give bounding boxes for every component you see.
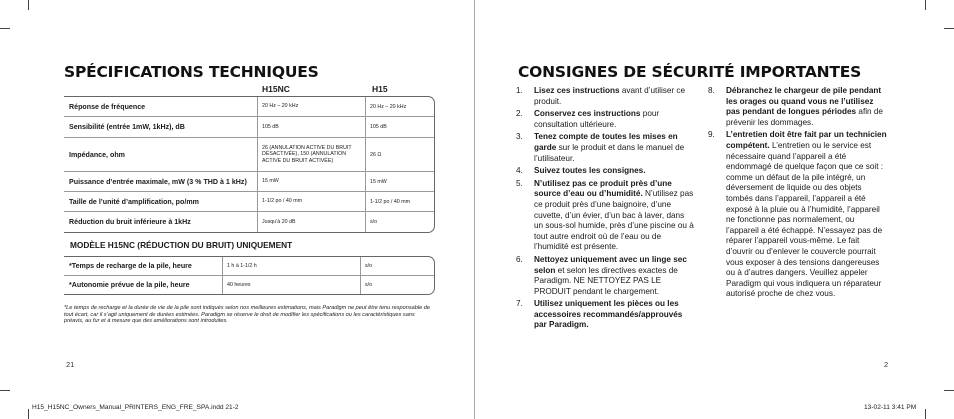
crop-mark [0,390,10,391]
crop-mark [28,0,29,10]
page-number-right: 2 [884,360,889,369]
nc-table [64,256,435,295]
list-item: 4. Suivez toutes les consignes. [516,166,646,176]
table-row [64,191,434,211]
spec-label: Sensibilité (entrée 1mW, 1kHz), dB [69,123,185,131]
nc-value-h15: s/o [360,276,434,294]
list-item: 1. Lisez ces instructions avant d’utiliser ce produit. [516,86,686,106]
spec-label: Taille de l’unité d’amplification, po/mm [69,197,199,206]
nc-value-h15nc: 40 heures [222,276,360,294]
crop-mark [944,390,954,391]
list-item: 3. Tenez compte de toutes les mises en garde sur le produit et dans le manuel de l’utilisateur. [516,132,685,163]
spec-value-h15nc: 15 mW [257,172,365,191]
crop-mark [0,28,10,29]
spec-label: Puissance d’entrée maximale, mW (3 % THD à 1 kHz) [69,177,247,186]
safety-list-col2 [708,86,888,300]
safety-title: CONSIGNES DE SÉCURITÉ IMPORTANTES [518,63,862,81]
spec-value-h15: 15 mW [365,172,434,191]
table-row [64,137,434,171]
spec-value-h15: 1-1/2 po / 40 mm [365,192,434,211]
spec-label: Impédance, ohm [69,150,125,159]
nc-section-title: MODÈLE H15NC (RÉDUCTION DU BRUIT) UNIQUEMENT [70,240,293,250]
crop-mark [944,28,954,29]
spec-value-h15nc: 1-1/2 po / 40 mm [257,192,365,211]
nc-label: *Autonomie prévue de la pile, heure [69,281,190,289]
list-item: 8. Débranchez le chargeur de pile pendant les orages ou quand vous ne l’utilisez pas pendant de longues périodes afin de prévenir les dommages. [708,86,883,127]
page-number-left: 21 [66,360,75,369]
safety-list-col1 [516,86,694,331]
crop-mark [925,409,926,419]
column-header-h15: H15 [372,84,388,94]
date-slug: 13-02-11 3:41 PM [864,404,917,411]
table-row [64,275,434,294]
table-row [64,97,434,116]
column-header-h15nc: H15NC [262,84,290,94]
spec-value-h15: 20 Hz – 20 kHz [365,97,434,116]
list-item: 6. Nettoyez uniquement avec un linge sec selon et selon les directives exactes de Paradigm. NE NETTOYEZ PAS LE PRODUIT pendant le chargement. [516,254,687,296]
spec-value-h15nc: 20 Hz – 20 kHz [257,97,365,116]
spec-value-h15nc: 105 dB [257,117,365,137]
spec-label: Réponse de fréquence [69,102,146,111]
spec-value-h15nc: Jusqu’à 20 dB [257,212,365,232]
spec-value-h15: 26 Ω [365,138,434,171]
page-divider [474,0,475,419]
specs-table [64,96,435,233]
file-slug: H15_H15NC_Owners_Manual_PRINTERS_ENG_FRE_SPA.indd 21-2 [32,404,239,411]
nc-value-h15nc: 1 h à 1-1/2 h [222,257,360,275]
nc-label: *Temps de recharge de la pile, heure [69,262,192,270]
table-row [64,257,434,275]
nc-value-h15: s/o [360,257,434,275]
table-row [64,171,434,191]
footnote: *Le temps de recharge et la durée de vie de la pile sont indiqués selon nos meilleures estimations, mais Paradigm ne peut être tenu responsable de tout écart, car il s’agit uniquement de durées estimées. Paradigm se réserve le droit de modifier les spécifications ou les caractéristiques sans préavis, au fur et à mesure que des améliorations sont introduites. [64,305,430,325]
spec-value-h15nc: 26 (ANNULATION ACTIVE DU BRUIT DÉSACTIVÉE), 150 (ANNULATION ACTIVE DU BRUIT ACTIVÉE) [257,138,365,171]
list-item: 5. N’utilisez pas ce produit près d’une source d’eau ou d’humidité. N’utilisez pas ce produit près d’une baignoire, d’une cuvette, d’un évier, d’un bac à laver, dans un sous-sol humide, près d’une piscine ou à tout autre endroit où de l’eau ou de l’humidité est présente. [516,178,694,252]
crop-mark [28,409,29,419]
crop-mark [925,0,926,10]
table-row [64,211,434,232]
spec-label: Réduction du bruit inférieure à 1kHz [69,218,191,226]
list-item: 2. Conservez ces instructions pour consultation ultérieure. [516,109,660,129]
spec-value-h15: s/o [365,212,434,232]
list-item: 7. Utilisez uniquement les pièces ou les accessoires recommandés/approuvés par Paradigm. [516,299,683,330]
spec-value-h15: 105 dB [365,117,434,137]
specs-title: SPÉCIFICATIONS TECHNIQUES [64,63,319,81]
table-row [64,116,434,137]
list-item: 9. L’entretien doit être fait par un technicien compétent. L’entretien ou le service est nécessaire quand l’appareil a été endommagé de quelque façon que ce soit : comme un défaut de la pile intégré, un déversement de liquide ou des objets tombés dans l’appareil, l’appareil a été exposé à la pluie ou à l’humidité, l’appareil ne fonctionne pas normalement, ou l’appareil a été échappé. N’essayez pas de réparer l’appareil vous-même. Le fait d’ouvrir ou d’enlever le couvercle pourrait vous exposer à des tensions dangereuses ou à d’autres dangers. Veuillez appeler Paradigm qui vous indiquera un réparateur autorisé proche de chez vous. [708,130,887,299]
